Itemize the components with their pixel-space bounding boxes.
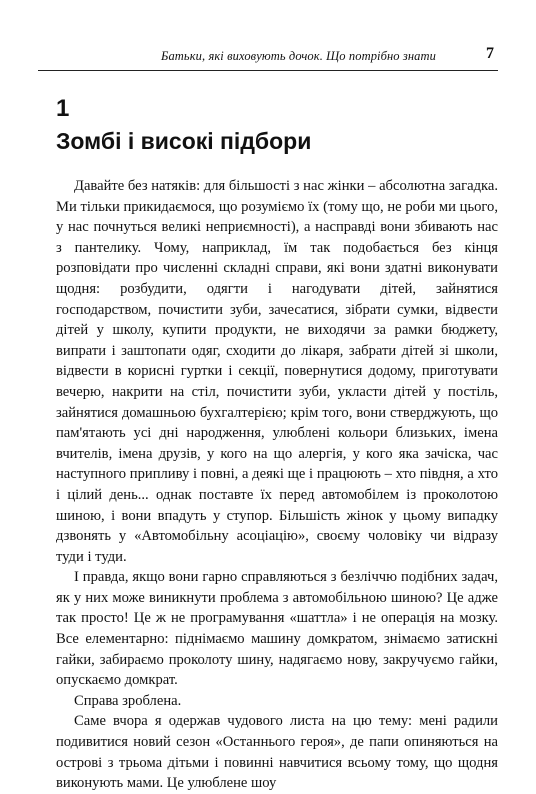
paragraph: Саме вчора я одержав чудового листа на цю тему: мені радили подивитися новий сезон «Останнього героя», де папи опиняються на острові з трьома дітьми і повинні навчитися всьому тому, що щодня виконують мами. Це улюблене шоу xyxy=(56,713,498,792)
running-header xyxy=(38,44,498,71)
paragraph: І правда, якщо вони гарно справляються з безліччю подібних задач, як у них може виникнути проблема з автомобільною шиною? Це адже так просто! Це ж не програмування «шаттла» і не операція на мозку. Все елементарно: піднімаємо машину домкратом, знімаємо затискні гайки, забираємо проколоту шину, надягаємо нову, закручуємо гайки, опускаємо домкрат. xyxy=(56,569,498,689)
chapter-number: 1 xyxy=(56,95,70,122)
body-text xyxy=(56,176,498,794)
paragraph: Давайте без натяків: для більшості з нас жінки – абсолютна загадка. Ми тільки прикидаємося, що розуміємо їх (тому що, не роби ми цього, у нас почнуться великі неприємності), а насправді вони збивають нас з пантелику. Чому, наприклад, їм так подобається без кінця розповідати про численні складні справи, які вони здатні виконувати щодня: розбудити, одягти і нагодувати дітей, зайнятися господарством, почистити зуби, зачесатися, зібрати сумки, відвести дітей у школу, купити продукти, не виходячи за рамки бюджету, випрати і заштопати одяг, сходити до лікаря, забрати дітей зі школи, відвести в корисні гуртки і секції, повернутися додому, приготувати вечерю, накрити на стіл, почистити зуби, укласти дітей у постіль, зайнятися домашньою бухгалтерією; крім того, вони стверджують, що пам'ятають усі дні народження, улюблені кольори близьких, імена вчителів, імена друзів, у кого на що алергія, у кого яка зачіска, час наступного припливу і повні, а деякі ще і працюють – хто півдня, а хто і цілий день... однак поставте їх перед автомобілем із проколотою шиною, і вони впадуть у ступор. Більшість жінок у цьому випадку дзвонять у «Автомобільну асоціацію», своєму чоловіку чи відразу туди і туди. xyxy=(56,178,498,565)
page-number: 7 xyxy=(486,45,494,62)
paragraph: Справа зроблена. xyxy=(74,692,182,709)
running-title: Батьки, які виховують дочок. Що потрібно знати xyxy=(160,49,436,63)
chapter-title: Зомбі і високі підбори xyxy=(56,128,312,154)
